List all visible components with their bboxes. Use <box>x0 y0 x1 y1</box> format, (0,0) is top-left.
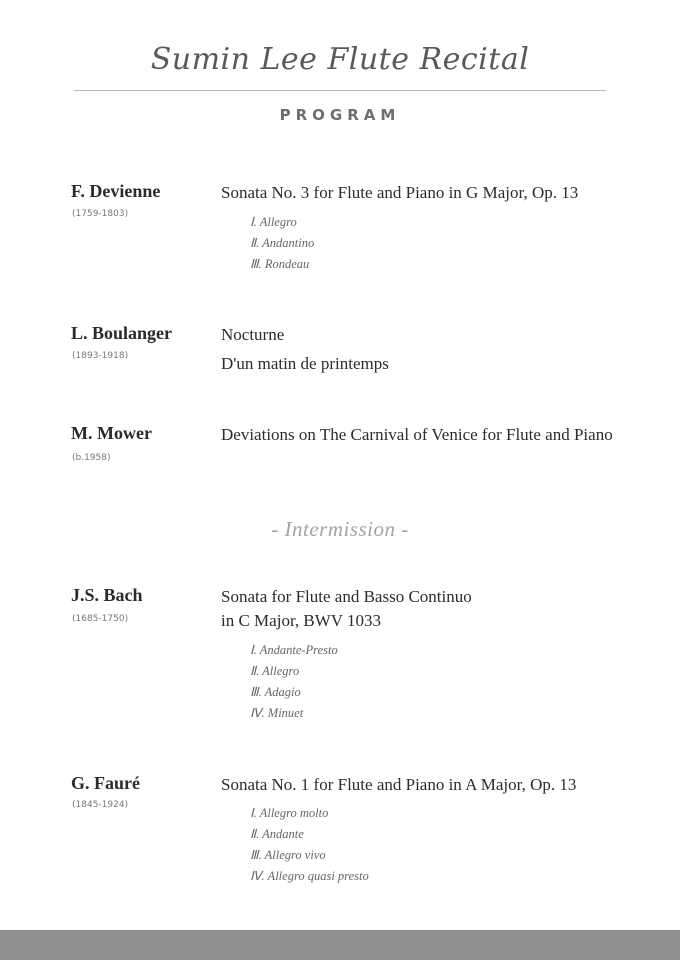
work-title: Sonata for Flute and Basso Continuo <box>221 587 472 606</box>
composer-dates: (1893-1918) <box>72 351 129 361</box>
composer-name: M. Mower <box>71 423 152 443</box>
movement: Ⅰ. Andante-Presto <box>250 643 338 657</box>
work-title: Nocturne <box>221 325 285 344</box>
composer-name: L. Boulanger <box>71 323 173 343</box>
footer-bar <box>0 930 680 960</box>
program-heading: PROGRAM <box>279 106 401 124</box>
composer-dates: (b.1958) <box>72 453 111 463</box>
movement: Ⅲ. Allegro vivo <box>250 848 326 862</box>
composer-name: G. Fauré <box>71 773 140 793</box>
movement: Ⅱ. Allegro <box>250 664 300 678</box>
work-title-continued: in C Major, BWV 1033 <box>221 611 382 630</box>
title-divider <box>74 90 606 91</box>
movement: Ⅳ. Minuet <box>250 706 304 720</box>
composer-dates: (1759-1803) <box>72 209 129 219</box>
composer-dates: (1685-1750) <box>72 614 129 624</box>
movement: Ⅰ. Allegro <box>250 215 297 229</box>
composer-name: J.S. Bach <box>71 585 143 605</box>
work-title: Sonata No. 3 for Flute and Piano in G Major, Op. 13 <box>221 183 579 202</box>
movement: Ⅰ. Allegro molto <box>250 806 329 820</box>
movement: Ⅲ. Adagio <box>250 685 301 699</box>
work-title: D'un matin de printemps <box>221 354 389 373</box>
composer-name: F. Devienne <box>71 181 161 201</box>
movement: Ⅱ. Andantino <box>250 236 315 250</box>
recital-title: Sumin Lee Flute Recital <box>150 42 530 77</box>
movement-list <box>250 803 369 887</box>
movement: Ⅲ. Rondeau <box>250 257 310 271</box>
composer-dates: (1845-1924) <box>72 800 129 810</box>
movement-list <box>250 212 314 275</box>
movement: Ⅳ. Allegro quasi presto <box>250 869 369 883</box>
intermission-label: - Intermission - <box>271 517 409 541</box>
work-title: Deviations on The Carnival of Venice for Flute and Piano <box>221 425 613 444</box>
work-title: Sonata No. 1 for Flute and Piano in A Major, Op. 13 <box>221 775 577 794</box>
movement: Ⅱ. Andante <box>250 827 304 841</box>
movement-list <box>250 640 338 724</box>
